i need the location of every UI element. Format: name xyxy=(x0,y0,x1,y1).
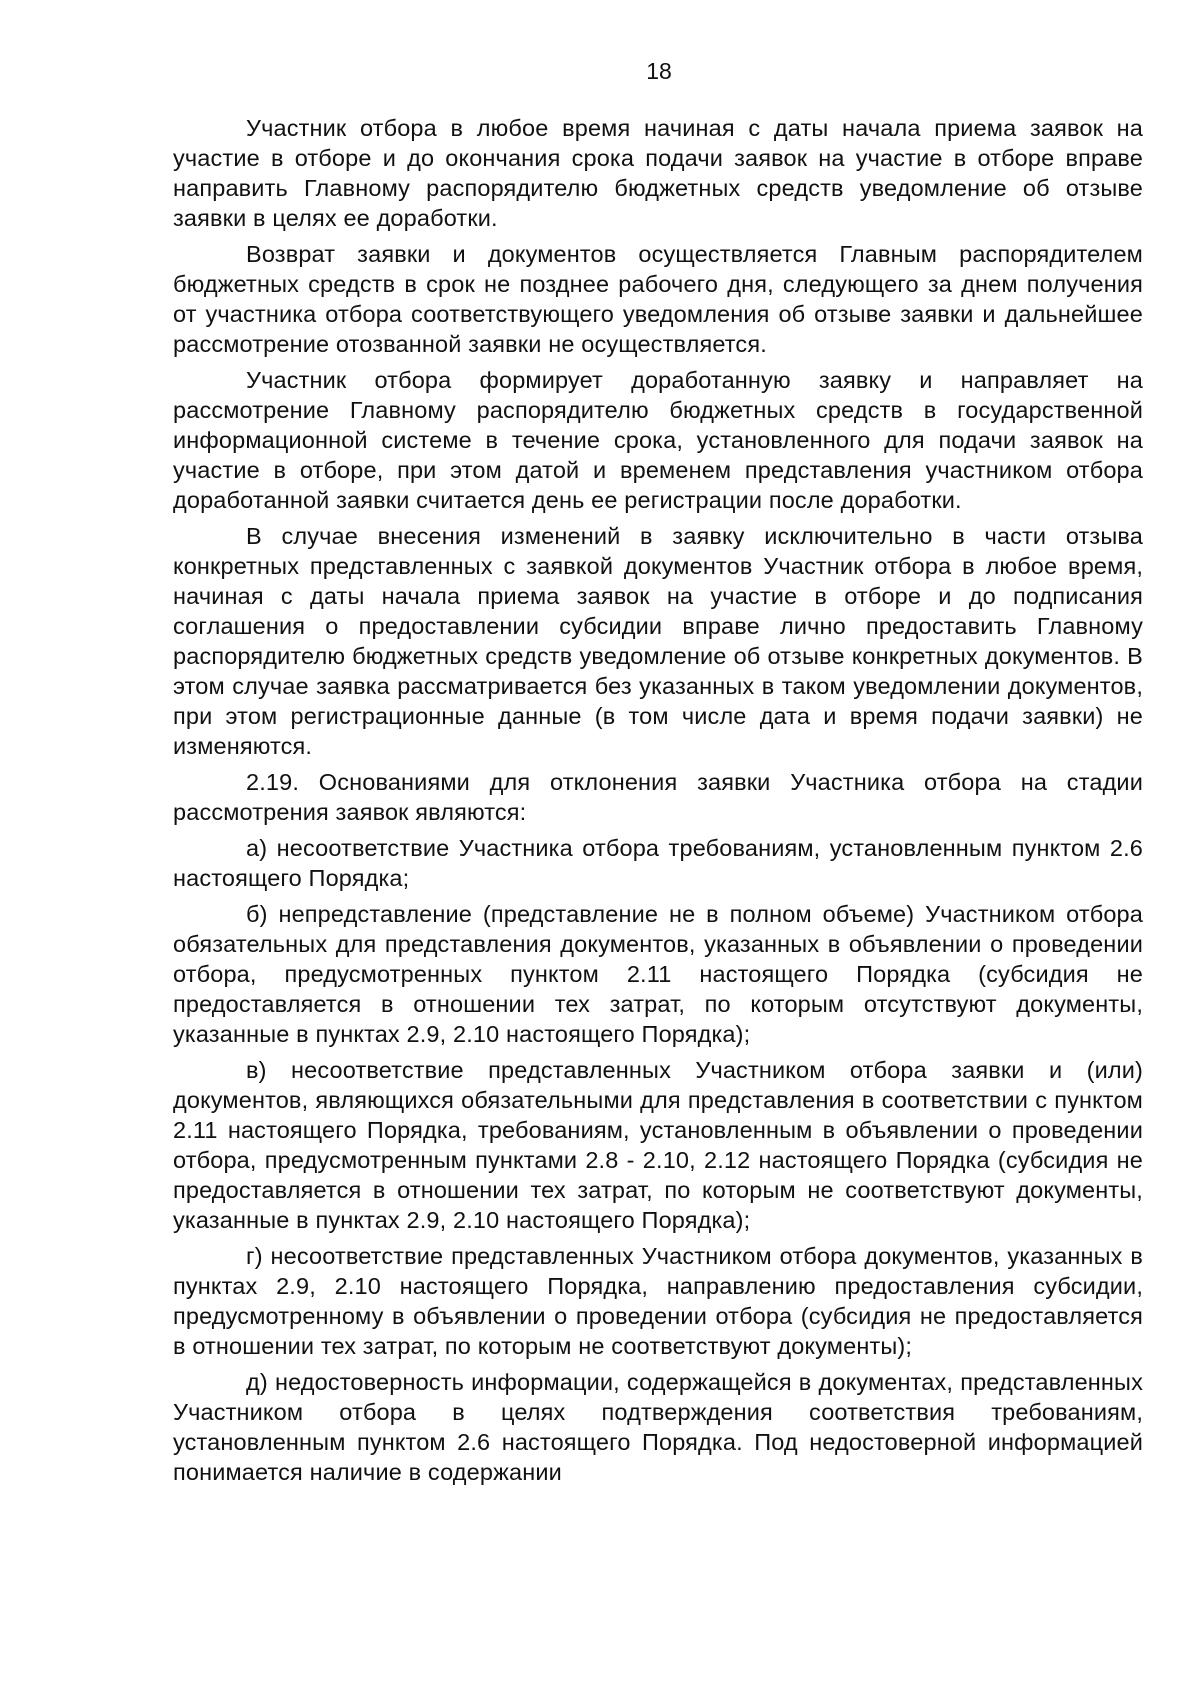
paragraph-revised-application: Участник отбора формирует доработанную заявку и направляет на рассмотрение Главному распорядителю бюджетных средств в государственной информационной системе в течение срока, установленного для подачи заявок на участие в отборе, при этом датой и временем представления участником отбора доработанной заявки считается день ее регистрации после доработки. xyxy=(173,367,1143,513)
paragraph-item-v: в) несоответствие представленных Участником отбора заявки и (или) документов, являющихся обязательными для представления в соответствии с пунктом 2.11 настоящего Порядка, требованиям, установленным в объявлении о проведении отбора, предусмотренным пунктами 2.8 - 2.10, 2.12 настоящего Порядка (субсидия не предоставляется в отношении тех затрат, по которым не соответствуют документы, указанные в пунктах 2.9, 2.10 настоящего Порядка); xyxy=(173,1057,1143,1233)
paragraph-rejection-grounds: 2.19. Основаниями для отклонения заявки Участника отбора на стадии рассмотрения заявок являются: xyxy=(173,769,1143,825)
page-number: 18 xyxy=(646,58,672,84)
paragraph-withdrawal-right: Участник отбора в любое время начиная с даты начала приема заявок на участие в отборе и до окончания срока подачи заявок на участие в отборе вправе направить Главному распорядителю бюджетных средств уведомление об отзыве заявки в целях ее доработки. xyxy=(173,115,1143,231)
paragraph-item-a: а) несоответствие Участника отбора требованиям, установленным пунктом 2.6 настоящего Порядка; xyxy=(173,835,1143,891)
document-body xyxy=(173,113,1143,1493)
paragraph-item-b: б) непредставление (представление не в полном объеме) Участником отбора обязательных для представления документов, указанных в объявлении о проведении отбора, предусмотренных пунктом 2.11 настоящего Порядка (субсидия не предоставляется в отношении тех затрат, по которым отсутствуют документы, указанные в пунктах 2.9, 2.10 настоящего Порядка); xyxy=(173,901,1143,1047)
paragraph-document-withdrawal: В случае внесения изменений в заявку исключительно в части отзыва конкретных представленных с заявкой документов Участник отбора в любое время, начиная с даты начала приема заявок на участие в отборе и до подписания соглашения о предоставлении субсидии вправе лично предоставить Главному распорядителю бюджетных средств уведомление об отзыве конкретных документов. В этом случае заявка рассматривается без указанных в таком уведомлении документов, при этом регистрационные данные (в том числе дата и время подачи заявки) не изменяются. xyxy=(173,523,1143,759)
paragraph-item-d: д) недостоверность информации, содержащейся в документах, представленных Участником отбора в целях подтверждения соответствия требованиям, установленным пунктом 2.6 настоящего Порядка. Под недостоверной информацией понимается наличие в содержании xyxy=(173,1369,1143,1485)
paragraph-item-g: г) несоответствие представленных Участником отбора документов, указанных в пунктах 2.9, 2.10 настоящего Порядка, направлению предоставления субсидии, предусмотренному в объявлении о проведении отбора (субсидия не предоставляется в отношении тех затрат, по которым не соответствуют документы); xyxy=(173,1243,1143,1359)
paragraph-return-of-application: Возврат заявки и документов осуществляется Главным распорядителем бюджетных средств в срок не позднее рабочего дня, следующего за днем получения от участника отбора соответствующего уведомления об отзыве заявки и дальнейшее рассмотрение отозванной заявки не осуществляется. xyxy=(173,241,1143,357)
